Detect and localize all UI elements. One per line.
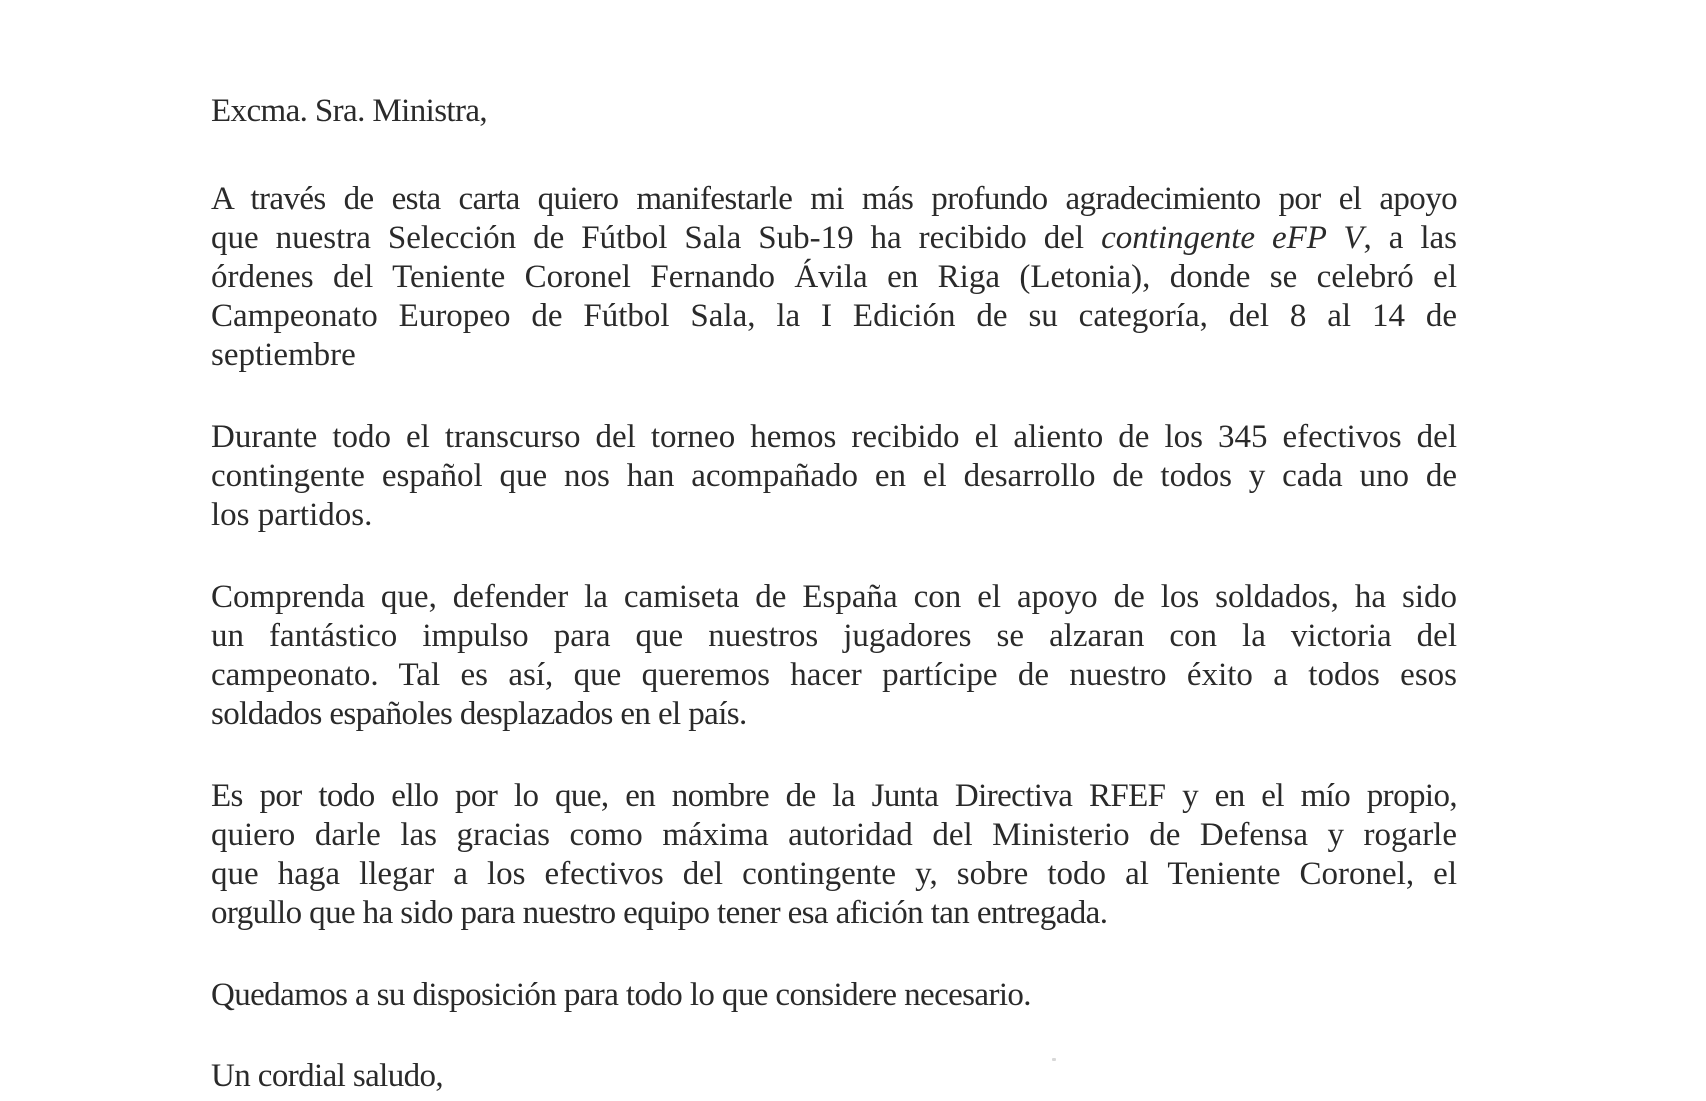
- paragraph-1-line-4: Campeonato Europeo de Fútbol Sala, la I Edición de su categoría, del 8 al 14 de: [211, 298, 1457, 334]
- paragraph-3-line-3: campeonato. Tal es así, que queremos hacer partícipe de nuestro éxito a todos esos: [211, 657, 1457, 693]
- paragraph-4-line-1: Es por todo ello por lo que, en nombre de la Junta Directiva RFEF y en el mío propio,: [211, 778, 1457, 814]
- paragraph-1-line-2-text-after: , a las: [1363, 220, 1457, 256]
- paragraph-4-line-4: orgullo que ha sido para nuestro equipo tener esa afición tan entregada.: [211, 895, 1108, 931]
- paragraph-2-line-3: los partidos.: [211, 497, 373, 533]
- paragraph-1-line-2: [211, 219, 1457, 258]
- scan-artifact: [1052, 1058, 1056, 1061]
- paragraph-1-line-2-text-before: que nuestra Selección de Fútbol Sala Sub-19 ha recibido del: [211, 220, 1102, 256]
- contingent-name-italic: contingente eFP V: [1101, 220, 1364, 256]
- paragraph-1-line-5: septiembre: [211, 337, 356, 373]
- paragraph-2-line-1: Durante todo el transcurso del torneo hemos recibido el aliento de los 345 efectivos del: [211, 419, 1457, 455]
- paragraph-1-line-3: órdenes del Teniente Coronel Fernando Ávila en Riga (Letonia), donde se celebró el: [211, 259, 1457, 295]
- paragraph-3-line-1: Comprenda que, defender la camiseta de España con el apoyo de los soldados, ha sido: [211, 579, 1457, 615]
- paragraph-3-line-4: soldados españoles desplazados en el país.: [211, 696, 747, 732]
- salutation: Excma. Sra. Ministra,: [211, 93, 488, 129]
- paragraph-5-line-1: Quedamos a su disposición para todo lo que considere necesario.: [211, 977, 1031, 1013]
- paragraph-3-line-2: un fantástico impulso para que nuestros jugadores se alzaran con la victoria del: [211, 618, 1457, 654]
- paragraph-2-line-2: contingente español que nos han acompañado en el desarrollo de todos y cada uno de: [211, 458, 1457, 494]
- paragraph-1-line-1: A través de esta carta quiero manifestarle mi más profundo agradecimiento por el apoyo: [211, 181, 1457, 217]
- closing: Un cordial saludo,: [211, 1058, 444, 1094]
- paragraph-4-line-2: quiero darle las gracias como máxima autoridad del Ministerio de Defensa y rogarle: [211, 817, 1457, 853]
- paragraph-4-line-3: que haga llegar a los efectivos del contingente y, sobre todo al Teniente Coronel, el: [211, 856, 1457, 892]
